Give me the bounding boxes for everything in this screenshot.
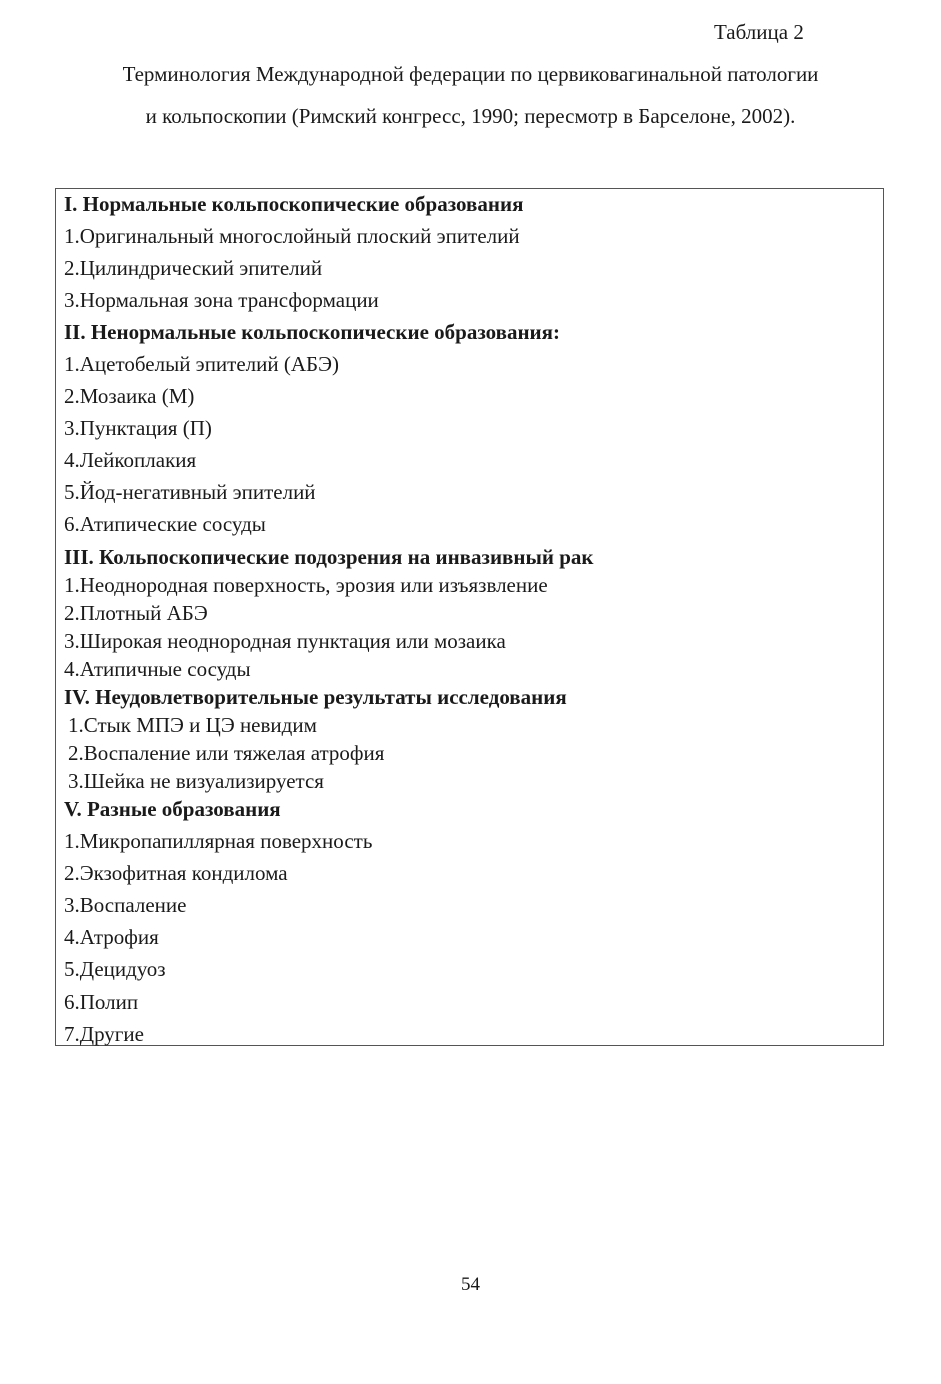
- list-item: 2.Плотный АБЭ: [64, 601, 208, 625]
- table-label: Таблица 2: [714, 20, 804, 44]
- list-item: 1.Стык МПЭ и ЦЭ невидим: [68, 713, 317, 737]
- list-item: 5.Децидуоз: [64, 957, 166, 981]
- list-item: 6.Атипические сосуды: [64, 512, 266, 536]
- section-heading: I. Нормальные кольпоскопические образования: [64, 192, 524, 216]
- list-item: 6.Полип: [64, 990, 139, 1014]
- list-item: 1.Микропапиллярная поверхность: [64, 829, 373, 853]
- list-item: 1.Оригинальный многослойный плоский эпителий: [64, 224, 520, 248]
- list-item: 3.Воспаление: [64, 893, 187, 917]
- table-caption-line-2: и кольпоскопии (Римский конгресс, 1990; пересмотр в Барселоне, 2002).: [145, 104, 796, 128]
- list-item: 2.Цилиндрический эпителий: [64, 256, 323, 280]
- list-item: 2.Мозаика (М): [64, 384, 195, 408]
- section-heading: II. Ненормальные кольпоскопические образования:: [64, 320, 561, 344]
- table-caption-line-1: Терминология Международной федерации по цервиковагинальной патологии: [122, 62, 819, 86]
- section-heading: III. Кольпоскопические подозрения на инвазивный рак: [64, 545, 594, 569]
- list-item: 2.Воспаление или тяжелая атрофия: [68, 741, 385, 765]
- list-item: 4.Атрофия: [64, 925, 159, 949]
- list-item: 3.Нормальная зона трансформации: [64, 288, 379, 312]
- section-heading: V. Разные образования: [64, 797, 281, 821]
- list-item: 4.Лейкоплакия: [64, 448, 197, 472]
- list-item: 5.Йод-негативный эпителий: [64, 480, 316, 504]
- list-item: 1.Неоднородная поверхность, эрозия или изъязвление: [64, 573, 548, 597]
- page-number: 54: [461, 1274, 480, 1295]
- section-heading: IV. Неудовлетворительные результаты исследования: [64, 685, 567, 709]
- list-item: 3.Шейка не визуализируется: [68, 769, 324, 793]
- list-item: 1.Ацетобелый эпителий (АБЭ): [64, 352, 339, 376]
- list-item: 7.Другие: [64, 1022, 144, 1046]
- list-item: 4.Атипичные сосуды: [64, 657, 251, 681]
- list-item: 2.Экзофитная кондилома: [64, 861, 288, 885]
- list-item: 3.Широкая неоднородная пунктация или мозаика: [64, 629, 506, 653]
- list-item: 3.Пунктация (П): [64, 416, 212, 440]
